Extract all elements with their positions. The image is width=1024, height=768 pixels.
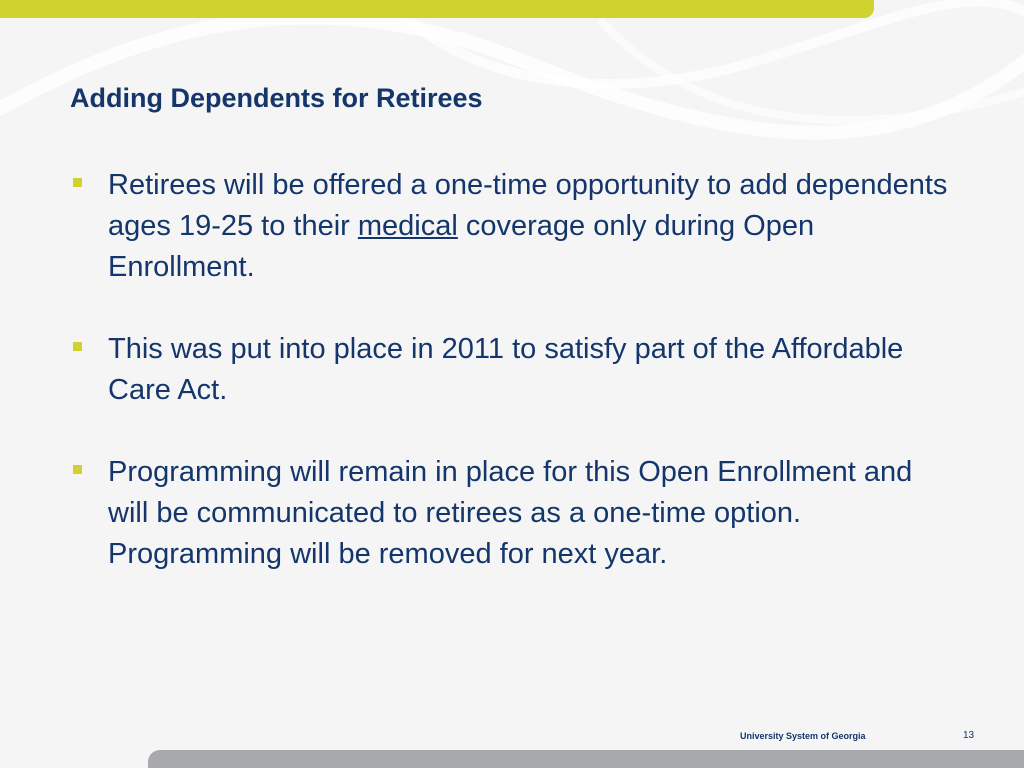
slide-title: Adding Dependents for Retirees — [70, 83, 483, 113]
square-bullet-icon — [73, 342, 82, 351]
bullet-text: Programming will remain in place for this Open Enrollment and will be communicated to retirees as a one-time option. Programming will be removed for next year. — [108, 456, 921, 570]
bullet-item — [70, 329, 950, 411]
footer-organization: University System of Georgia — [740, 731, 866, 741]
top-accent-bar — [0, 0, 874, 18]
bullet-item — [70, 165, 950, 288]
bullet-text: This was put into place in 2011 to satisfy part of the Affordable Care Act. — [108, 333, 904, 406]
bullet-item — [70, 452, 950, 575]
bullet-text-end: coverage only during Open Enrollment. — [108, 210, 815, 283]
page-number: 13 — [963, 730, 975, 741]
bottom-bar — [148, 750, 1024, 768]
bullet-list — [70, 165, 950, 616]
square-bullet-icon — [73, 465, 82, 474]
square-bullet-icon — [73, 178, 82, 187]
underlined-word: medical — [357, 210, 458, 242]
bullet-text-start: Retirees will be offered a one-time opportunity to add dependents ages 19-25 to their — [108, 169, 948, 242]
